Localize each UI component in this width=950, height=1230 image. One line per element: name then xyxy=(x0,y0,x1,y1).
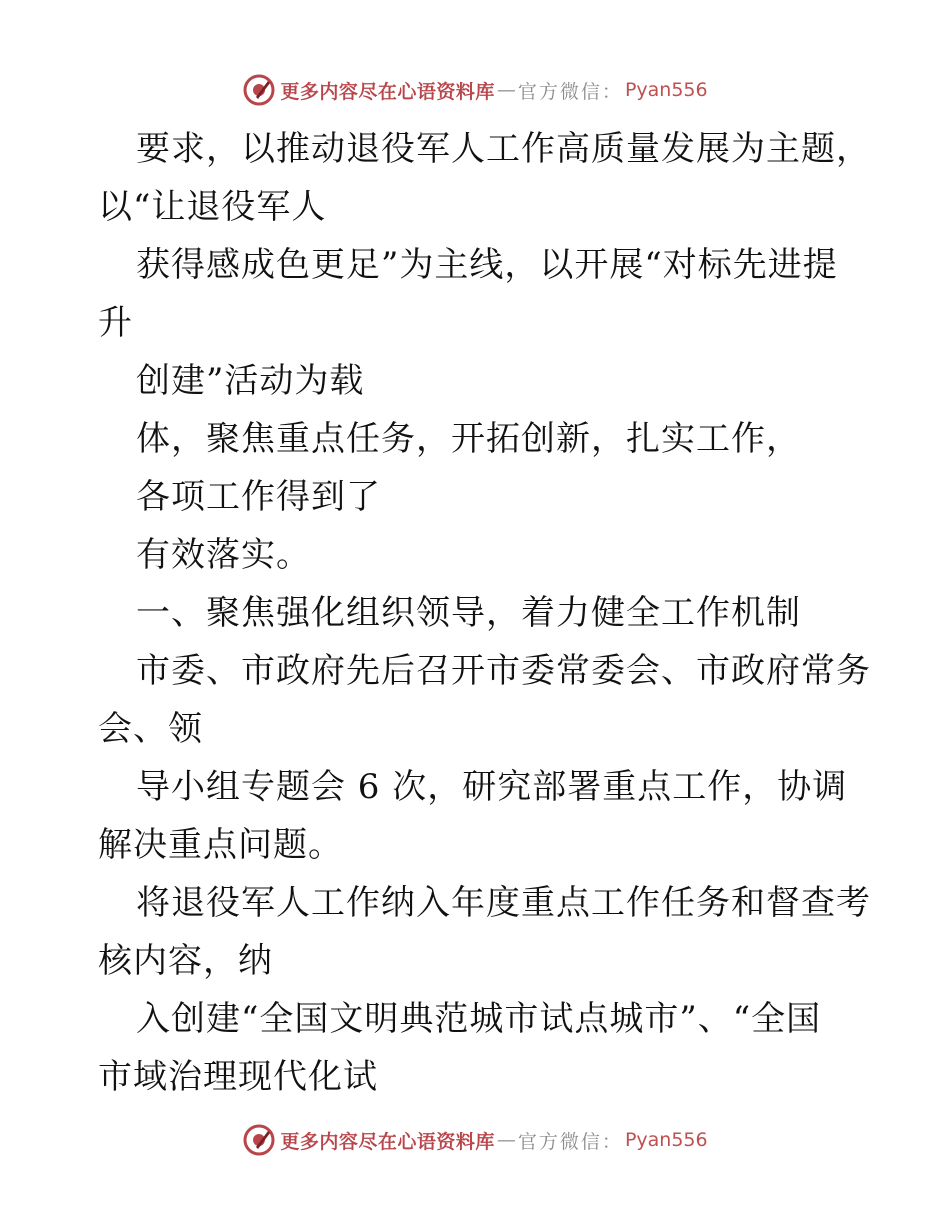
header-separator: — xyxy=(496,79,516,101)
document-body xyxy=(98,120,871,1106)
footer-separator: — xyxy=(496,1129,516,1151)
footer-official-label: 官方微信： xyxy=(517,1130,623,1153)
footer-site-text: 更多内容尽在心语资料库 xyxy=(280,1130,495,1153)
brand-logo-icon xyxy=(242,1123,276,1157)
paragraph-line: 要求，以推动退役军人工作高质量发展为主题， xyxy=(136,129,871,169)
paragraph-line: 导小组专题会 6 次，研究部署重点工作，协调 xyxy=(136,767,848,807)
footer-watermark xyxy=(0,1120,950,1160)
paragraph-line: 以“让退役军人 xyxy=(98,187,327,227)
paragraph-line: 入创建“全国文明典范城市试点城市”、“全国 xyxy=(136,999,822,1039)
paragraph-line: 将退役军人工作纳入年度重点工作任务和督查考 xyxy=(136,883,871,923)
section-heading: 一、聚焦强化组织领导，着力健全工作机制 xyxy=(136,593,801,633)
paragraph-line: 解决重点问题。 xyxy=(98,825,343,865)
header-site-text: 更多内容尽在心语资料库 xyxy=(280,80,495,103)
brand-logo-icon xyxy=(242,73,276,107)
paragraph-line: 市委、市政府先后召开市委常委会、市政府常务 xyxy=(136,651,871,691)
header-watermark xyxy=(0,70,950,110)
header-wechat-id: Pyan556 xyxy=(624,79,708,101)
footer-wechat-id: Pyan556 xyxy=(624,1129,708,1151)
paragraph-line: 市域治理现代化试 xyxy=(98,1057,378,1097)
paragraph-line: 会、领 xyxy=(98,709,203,749)
paragraph-line: 有效落实。 xyxy=(136,535,311,575)
header-official-label: 官方微信： xyxy=(517,80,623,103)
paragraph-line: 核内容，纳 xyxy=(98,941,273,981)
paragraph-line: 获得感成色更足”为主线，以开展“对标先进提 xyxy=(136,245,838,285)
paragraph-line: 各项工作得到了 xyxy=(136,477,381,517)
paragraph-line: 体，聚焦重点任务，开拓创新，扎实工作， xyxy=(136,419,801,459)
paragraph-line: 升 xyxy=(98,303,133,343)
paragraph-line: 创建”活动为载 xyxy=(136,361,365,401)
